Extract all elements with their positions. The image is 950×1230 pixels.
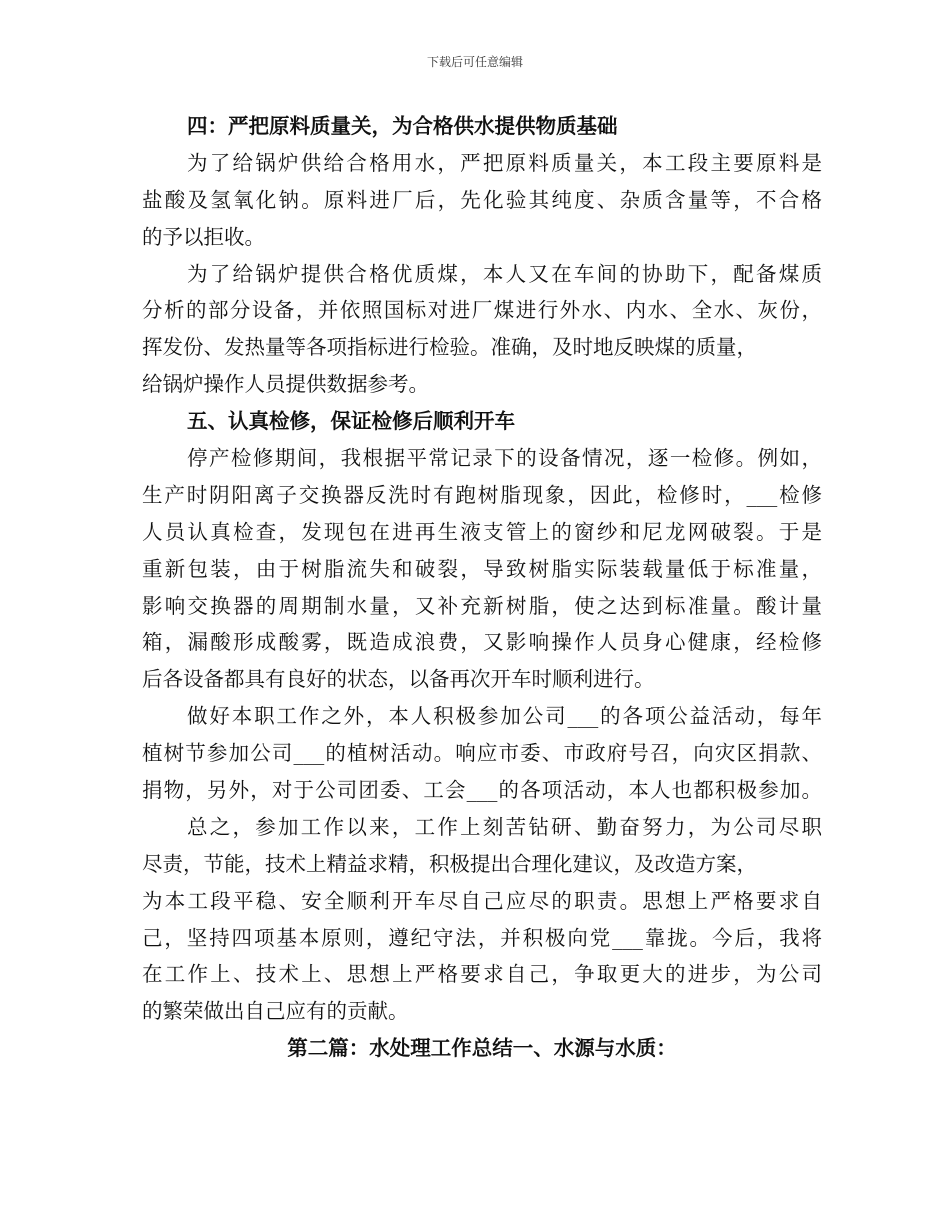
- paragraph-line: 捐物，另外，对于公司团委、工会___的各项活动，本人也都积极参加。: [142, 778, 822, 803]
- paragraph-line: 挥发份、发热量等各项指标进行检验。准确，及时地反映煤的质量，: [142, 335, 757, 360]
- section-heading: 五、认真检修，保证检修后顺利开车: [187, 409, 515, 434]
- section-heading: 四：严把原料质量关，为合格供水提供物质基础: [187, 114, 618, 138]
- paragraph-line: 盐酸及氢氧化钠。原料进厂后，先化验其纯度、杂质含量等，不合格: [142, 187, 822, 212]
- paragraph-line: 后各设备都具有良好的状态，以备再次开车时顺利进行。: [142, 667, 655, 692]
- paragraph-line: 在工作上、技术上、思想上严格要求自己，争取更大的进步，为公司: [142, 962, 822, 987]
- paragraph-line: 生产时阴阳离子交换器反洗时有跑树脂现象，因此，检修时，___检修: [142, 482, 822, 507]
- paragraph-line: 停产检修期间，我根据平常记录下的设备情况，逐一检修。例如，: [187, 446, 822, 471]
- paragraph-line: 重新包装，由于树脂流失和破裂，导致树脂实际装载量低于标准量，: [142, 556, 822, 581]
- page-header: 下载后可任意编辑: [426, 55, 523, 69]
- paragraph-line: 的繁荣做出自己应有的贡献。: [142, 999, 409, 1024]
- paragraph-line: 人员认真检查，发现包在进再生液支管上的窗纱和尼龙网破裂。于是: [142, 519, 822, 544]
- paragraph-line: 做好本职工作之外，本人积极参加公司___的各项公益活动，每年: [187, 704, 822, 729]
- paragraph-line: 尽责，节能，技术上精益求精，积极提出合理化建议，及改造方案，: [142, 851, 757, 876]
- paragraph-line: 己，坚持四项基本原则，遵纪守法，并积极向党___靠拢。今后，我将: [142, 925, 822, 950]
- paragraph-line: 为了给锅炉提供合格优质煤，本人又在车间的协助下，配备煤质: [187, 261, 822, 286]
- paragraph-line: 影响交换器的周期制水量，又补充新树脂，使之达到标准量。酸计量: [142, 593, 822, 618]
- chapter-heading: 第二篇：水处理工作总结一、水源与水质：: [287, 1036, 677, 1061]
- paragraph-line: 给锅炉操作人员提供数据参考。: [142, 372, 429, 397]
- paragraph-line: 分析的部分设备，并依照国标对进厂煤进行外水、内水、全水、灰份，: [142, 298, 822, 323]
- paragraph-line: 植树节参加公司___的植树活动。响应市委、市政府号召，向灾区捐款、: [142, 741, 822, 766]
- document-body: [142, 108, 822, 1067]
- paragraph-line: 为本工段平稳、安全顺利开车尽自己应尽的职责。思想上严格要求自: [142, 888, 822, 913]
- paragraph-line: 为了给锅炉供给合格用水，严把原料质量关，本工段主要原料是: [187, 150, 822, 175]
- paragraph-line: 箱，漏酸形成酸雾，既造成浪费，又影响操作人员身心健康，经检修: [142, 630, 822, 655]
- paragraph-line: 总之，参加工作以来，工作上刻苦钻研、勤奋努力，为公司尽职: [187, 814, 822, 839]
- paragraph-line: 的予以拒收。: [142, 224, 265, 249]
